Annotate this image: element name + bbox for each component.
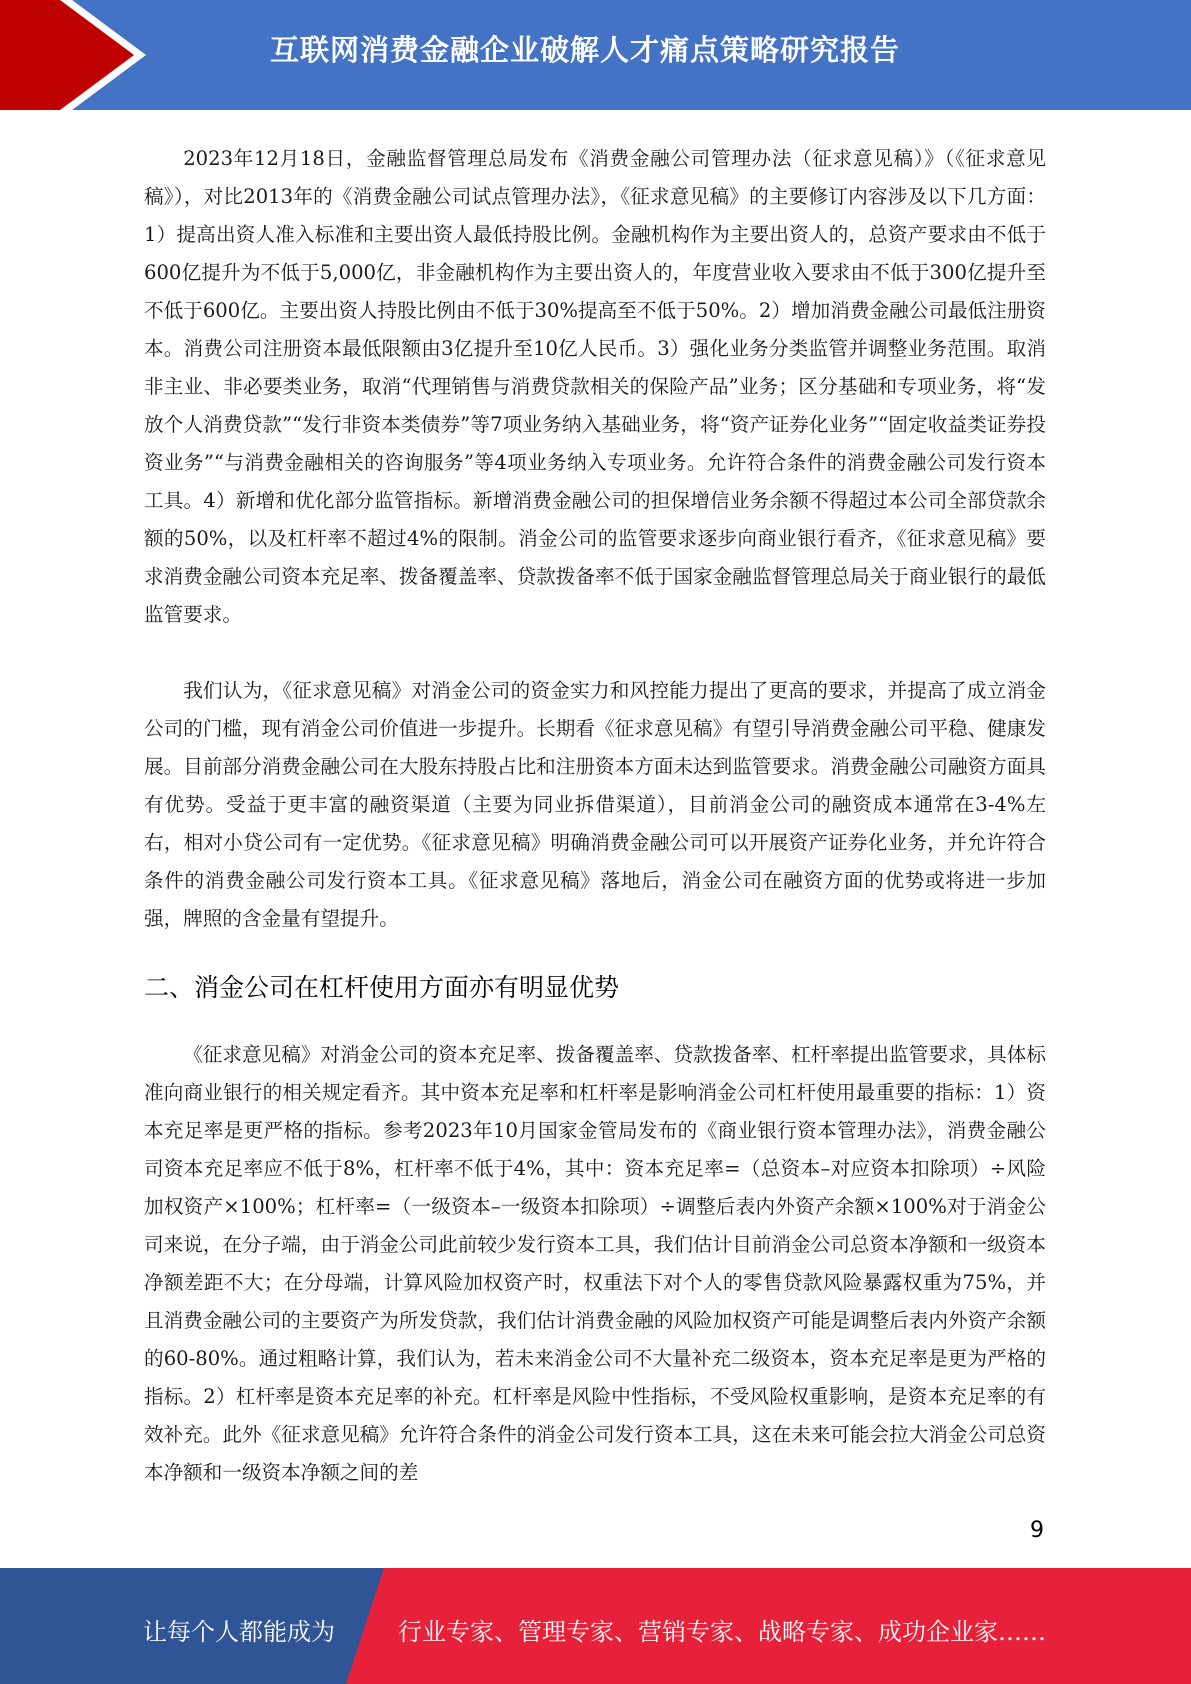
page-header <box>0 0 1191 110</box>
body-paragraph-2: 我们认为，《征求意见稿》对消金公司的资金实力和风控能力提出了更高的要求，并提高了成立消金公司的门槛，现有消金公司价值进一步提升。长期看《征求意见稿》有望引导消费金融公司平稳、健康发展。目前部分消费金融公司在大股东持股占比和注册资本方面未达到监管要求。消费金融公司融资方面具有优势。受益于更丰富的融资渠道（主要为同业拆借渠道），目前消金公司的融资成本通常在3-4%左右，相对小贷公司有一定优势。《征求意见稿》明确消费金融公司可以开展资产证券化业务，并允许符合条件的消费金融公司发行资本工具。《征求意见稿》落地后，消金公司在融资方面的优势或将进一步加强，牌照的含金量有望提升。 <box>144 679 1046 930</box>
footer-slogan-right: 行业专家、管理专家、营销专家、战略专家、成功企业家…… <box>398 1618 1046 1646</box>
report-title: 互联网消费金融企业破解人才痛点策略研究报告 <box>270 33 901 67</box>
page-content <box>144 140 1046 1492</box>
page-footer <box>0 1568 1191 1684</box>
body-paragraph-3: 《征求意见稿》对消金公司的资本充足率、拨备覆盖率、贷款拨备率、杠杆率提出监管要求，具体标准向商业银行的相关规定看齐。其中资本充足率和杠杆率是影响消金公司杠杆使用最重要的指标：1）资本充足率是更严格的指标。参考2023年10月国家金管局发布的《商业银行资本管理办法》，消费金融公司资本充足率应不低于8%，杠杆率不低于4%，其中：资本充足率=（总资本–对应资本扣除项）÷风险加权资产×100%；杠杆率=（一级资本–一级资本扣除项）÷调整后表内外资产余额×100%对于消金公司来说，在分子端，由于消金公司此前较少发行资本工具，我们估计目前消金公司总资本净额和一级资本净额差距不大；在分母端，计算风险加权资产时，权重法下对个人的零售贷款风险暴露权重为75%，并且消费金融公司的主要资产为所发贷款，我们估计消费金融的风险加权资产可能是调整后表内外资产余额的60-80%。通过粗略计算，我们认为，若未来消金公司不大量补充二级资本，资本充足率是更为严格的指标。2）杠杆率是资本充足率的补充。杠杆率是风险中性指标，不受风险权重影响，是资本充足率的有效补充。此外《征求意见稿》允许符合条件的消金公司发行资本工具，这在未来可能会拉大消金公司总资本净额和一级资本净额之间的差 <box>144 1043 1046 1484</box>
page-number: 9 <box>1030 1518 1044 1543</box>
body-paragraph-1: 2023年12月18日，金融监督管理总局发布《消费金融公司管理办法（征求意见稿）》（《征求意见稿》），对比2013年的《消费金融公司试点管理办法》，《征求意见稿》的主要修订内容涉及以下几方面：1）提高出资人准入标准和主要出资人最低持股比例。金融机构作为主要出资人的，总资产要求由不低于600亿提升为不低于5,000亿，非金融机构作为主要出资人的，年度营业收入要求由不低于300亿提升至不低于600亿。主要出资人持股比例由不低于30%提高至不低于50%。2）增加消费金融公司最低注册资本。消费公司注册资本最低限额由3亿提升至10亿人民币。3）强化业务分类监管并调整业务范围。取消非主业、非必要类业务，取消“代理销售与消费贷款相关的保险产品”业务；区分基础和专项业务，将“发放个人消费贷款”“发行非资本类债券”等7项业务纳入基础业务，将“资产证券化业务”“固定收益类证券投资业务”“与消费金融相关的咨询服务”等4项业务纳入专项业务。允许符合条件的消费金融公司发行资本工具。4）新增和优化部分监管指标。新增消费金融公司的担保增信业务余额不得超过本公司全部贷款余额的50%，以及杠杆率不超过4%的限制。消金公司的监管要求逐步向商业银行看齐，《征求意见稿》要求消费金融公司资本充足率、拨备覆盖率、贷款拨备率不低于国家金融监督管理总局关于商业银行的最低监管要求。 <box>144 147 1046 626</box>
footer-slogan-left: 让每个人都能成为 <box>143 1618 335 1646</box>
section-heading: 二、消金公司在杠杆使用方面亦有明显优势 <box>144 973 620 1002</box>
